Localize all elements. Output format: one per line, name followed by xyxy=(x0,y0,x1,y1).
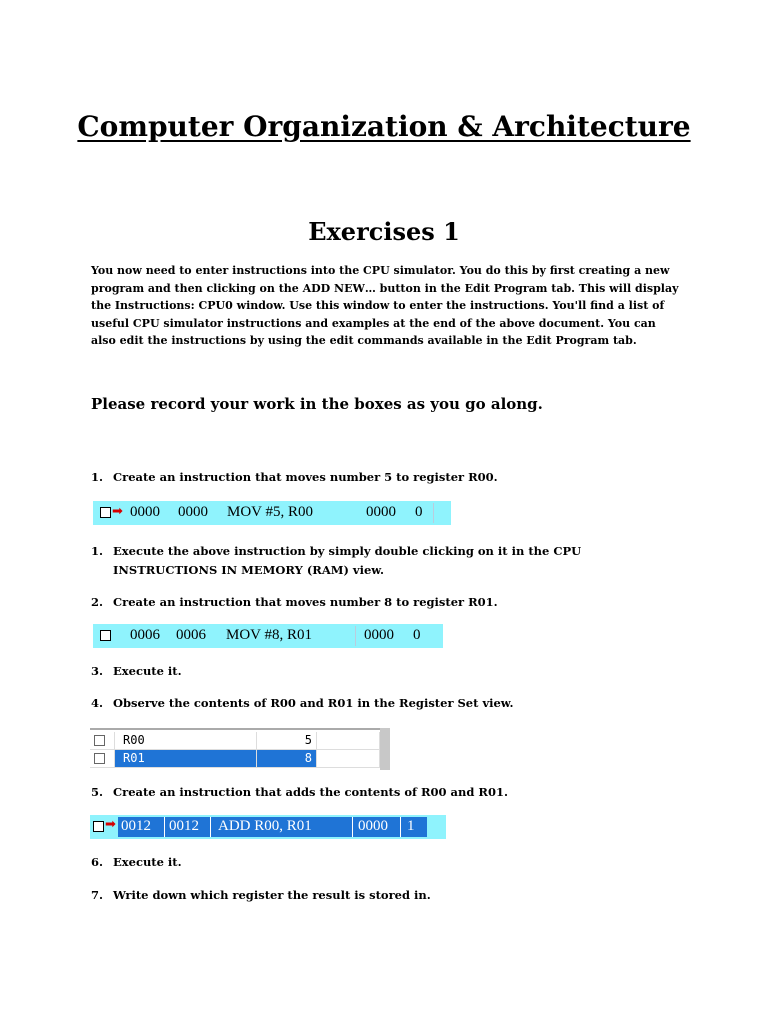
checkbox-icon[interactable] xyxy=(93,821,104,832)
step-text: Create an instruction that moves number 5 to register R00. xyxy=(113,470,498,484)
instruction-opcode: MOV #8, R01 xyxy=(226,627,312,643)
register-row[interactable] xyxy=(90,732,380,750)
instruction-address: 0012 xyxy=(121,818,151,834)
exercise-heading: Exercises 1 xyxy=(308,217,460,246)
instruction-address: 0000 xyxy=(130,504,160,520)
step-number: 1. xyxy=(91,470,104,484)
register-name: R01 xyxy=(123,751,145,765)
step-text: Create an instruction that moves number 8 to register R01. xyxy=(113,595,498,609)
record-instruction: Please record your work in the boxes as you go along. xyxy=(91,395,543,413)
step-number: 3. xyxy=(91,664,104,678)
step-item xyxy=(91,468,681,487)
step-number: 7. xyxy=(91,888,104,902)
column-divider xyxy=(433,503,434,523)
step-item xyxy=(91,694,681,713)
step-text: Create an instruction that adds the contents of R00 and R01. xyxy=(113,785,508,799)
step-number: 5. xyxy=(91,785,104,799)
step-number: 6. xyxy=(91,855,104,869)
instruction-position: 0006 xyxy=(176,627,206,643)
register-value: 8 xyxy=(304,751,312,765)
step-text: Execute it. xyxy=(113,664,182,678)
instruction-col4: 0000 xyxy=(366,504,396,520)
checkbox-icon[interactable] xyxy=(94,735,105,746)
instruction-row[interactable] xyxy=(93,501,451,525)
arrow-right-icon: ➡ xyxy=(112,504,123,519)
step-number: 4. xyxy=(91,696,104,710)
instruction-position: 0000 xyxy=(178,504,208,520)
instruction-address: 0006 xyxy=(130,627,160,643)
step-number: 2. xyxy=(91,595,104,609)
instruction-row[interactable] xyxy=(93,624,443,648)
step-item xyxy=(91,542,681,580)
register-row[interactable] xyxy=(90,750,380,768)
column-divider xyxy=(355,626,356,646)
checkbox-icon[interactable] xyxy=(94,753,105,764)
instruction-col4: 0000 xyxy=(358,818,388,834)
step-text: Write down which register the result is stored in. xyxy=(113,888,431,902)
step-item xyxy=(91,662,681,681)
step-text: Execute the above instruction by simply double clicking on it in the CPU INSTRUCTIONS IN MEMORY (RAM) view. xyxy=(113,544,582,577)
register-set-view xyxy=(90,728,390,770)
instruction-col5: 0 xyxy=(413,627,421,643)
intro-paragraph: You now need to enter instructions into the CPU simulator. You do this by first creating a new program and then clicking on the ADD NEW… button in the Edit Program tab. This will display the Instructions: CPU0 window. Use this window to enter the instructions. You'll find a list of useful CPU simulator instructions and examples at the end of the above document. You can also edit the instructions by using the edit commands available in the Edit Program tab. xyxy=(91,264,679,347)
checkbox-icon[interactable] xyxy=(100,630,111,641)
step-item xyxy=(91,783,681,802)
instruction-col4: 0000 xyxy=(364,627,394,643)
instruction-opcode: MOV #5, R00 xyxy=(227,504,313,520)
step-item xyxy=(91,886,681,905)
instruction-opcode: ADD R00, R01 xyxy=(218,818,312,834)
page-title: Computer Organization & Architecture xyxy=(77,110,691,143)
arrow-right-icon: ➡ xyxy=(105,817,116,832)
instruction-row[interactable] xyxy=(90,815,446,839)
step-item xyxy=(91,853,681,872)
step-text: Execute it. xyxy=(113,855,182,869)
step-number: 1. xyxy=(91,544,104,558)
step-text: Observe the contents of R00 and R01 in the Register Set view. xyxy=(113,696,514,710)
instruction-position: 0012 xyxy=(169,818,199,834)
register-value: 5 xyxy=(304,733,312,747)
checkbox-icon[interactable] xyxy=(100,507,111,518)
register-name: R00 xyxy=(123,733,145,747)
instruction-col5: 1 xyxy=(407,818,415,834)
step-item xyxy=(91,593,681,612)
scrollbar[interactable] xyxy=(380,728,390,770)
instruction-col5: 0 xyxy=(415,504,423,520)
